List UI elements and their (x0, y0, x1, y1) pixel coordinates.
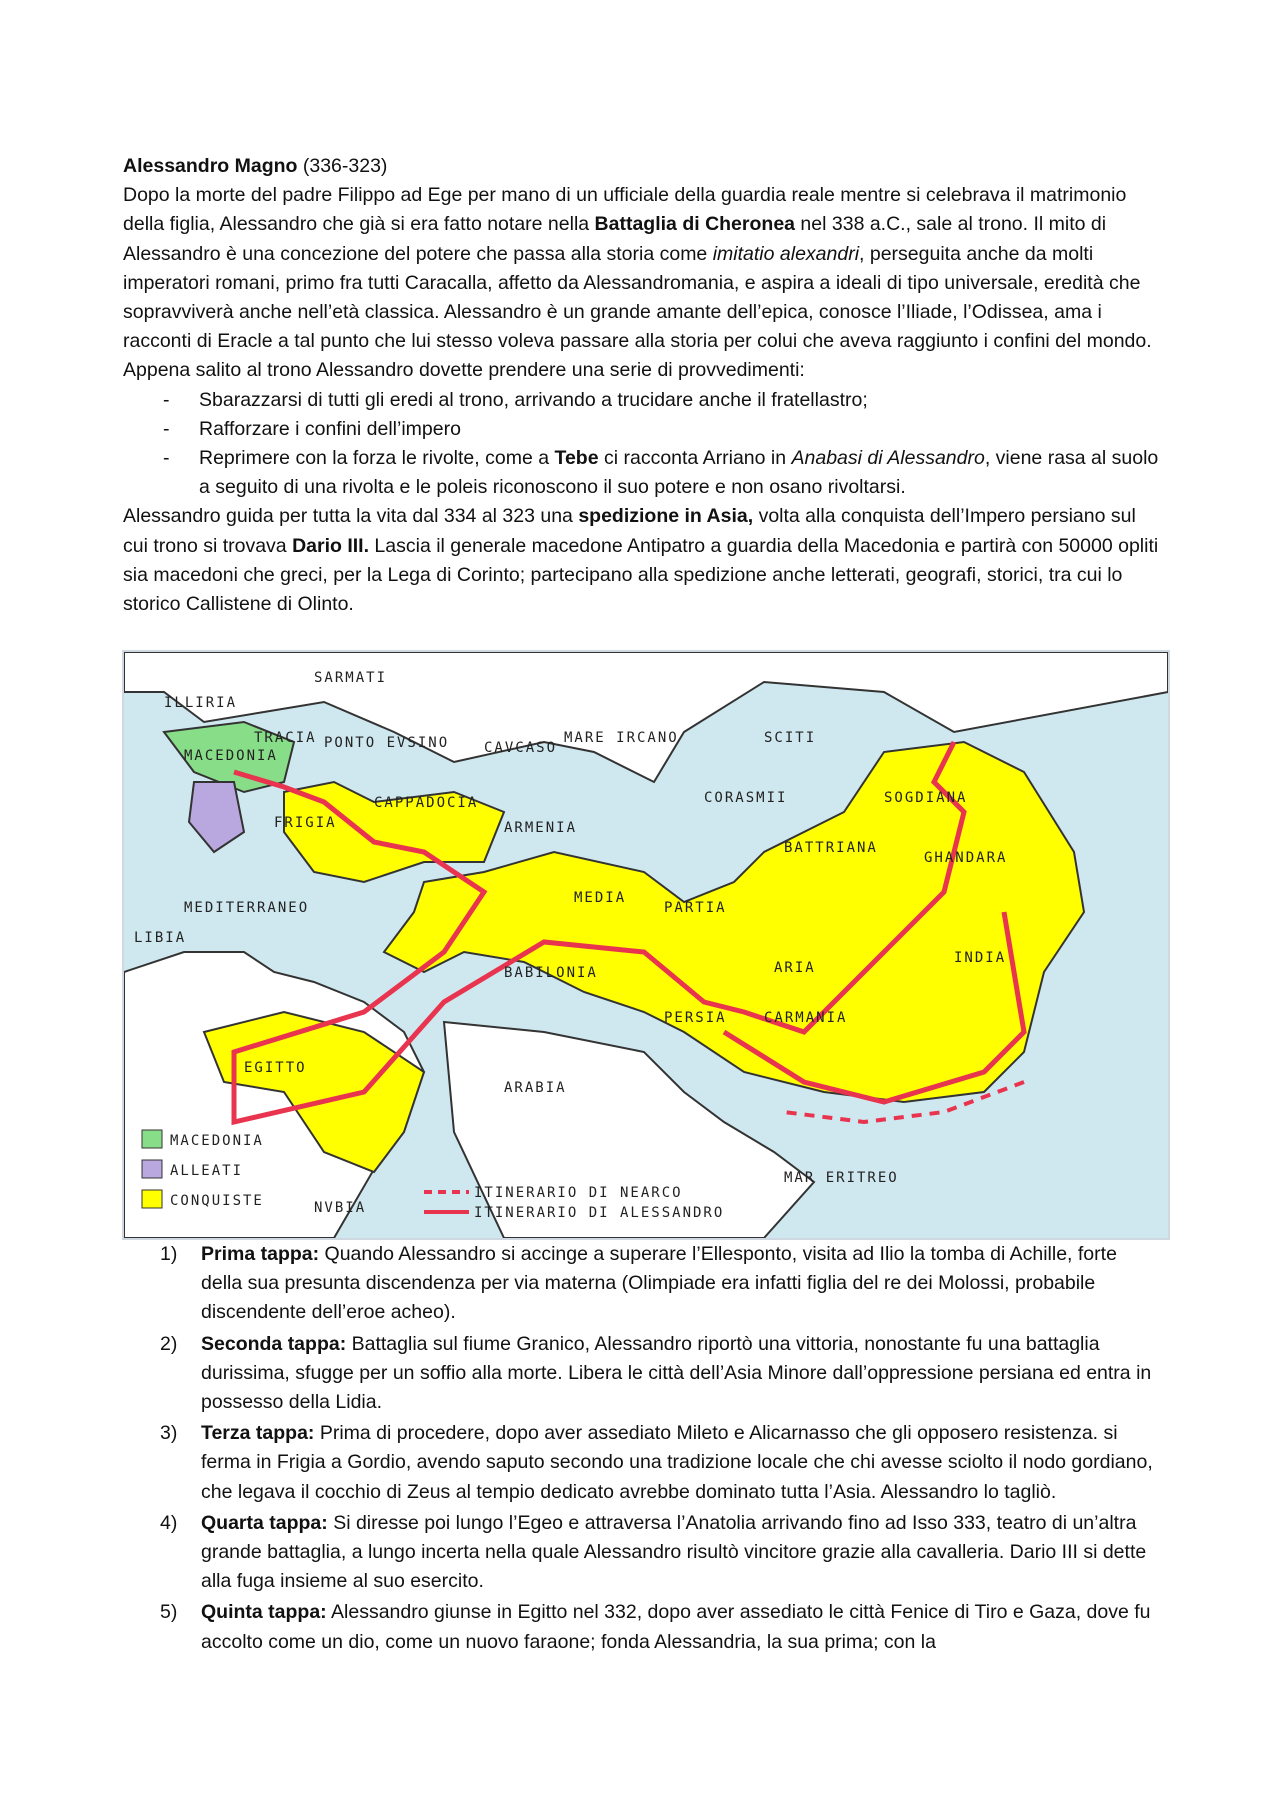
legend-swatch-macedonia (142, 1130, 162, 1148)
label-cappadocia: CAPPADOCIA (374, 795, 479, 811)
step-number: 3) (160, 1422, 178, 1445)
step-text: Quando Alessandro si accinge a superare l’Ellesponto, visita ad Ilio la tomba di Achille, forte della sua presunta discendenza per via materna (Olimpiade era infatti figlia del re dei Molossi, probabile discendente dell’eroe acheo). (201, 1243, 1117, 1324)
expedition-text: volta alla conquista dell’Impero persiano sul cui trono si trovava (123, 505, 1136, 557)
measure-bold-tebe: Tebe (554, 447, 599, 470)
label-mare-ircano: MARE IRCANO (564, 730, 679, 746)
step-number: 4) (160, 1511, 178, 1534)
step-number: 1) (160, 1243, 178, 1265)
label-nubia: NVBIA (314, 1200, 367, 1216)
expedition-paragraph (123, 502, 1163, 619)
step-title: Terza tappa: (201, 1422, 315, 1445)
label-egitto: EGITTO (244, 1060, 307, 1076)
label-sogdiana: SOGDIANA (884, 790, 968, 806)
label-ponto: PONTO EVSINO (324, 735, 450, 751)
label-mar-eritreo: MAR ERITREO (784, 1170, 899, 1186)
measure-text: ci racconta Arriano in (598, 447, 792, 470)
label-corasmii: CORASMII (704, 790, 788, 806)
legend-macedonia: MACEDONIA (170, 1133, 264, 1149)
expedition-text: Alessandro guida per tutta la vita dal 334 al 323 una (123, 505, 579, 528)
measure-italic-anabasi: Anabasi di Alessandro (791, 447, 985, 470)
legend-nearco: ITINERARIO DI NEARCO (474, 1185, 683, 1201)
dash-marker: - (163, 417, 170, 440)
page-title: Alessandro Magno (123, 155, 298, 177)
step-text: Prima di procedere, dopo aver assediato Mileto e Alicarnasso che gli opposero resistenza. si ferma in Frigia a Gordio, avendo saputo secondo una tradizione locale che chi avesse sciolto il nodo gordiano, che legava il cocchio di Zeus al tempio dedicato avrebbe dominato tutta l’Asia. Alessandro lo tagliò. (201, 1422, 1153, 1503)
legend-swatch-conquiste (142, 1190, 162, 1208)
map-drawing (124, 652, 1168, 1238)
legend-conquiste: CONQUISTE (170, 1193, 264, 1209)
list-item (123, 1419, 1163, 1507)
dash-marker: - (163, 447, 170, 470)
label-carmania: CARMANIA (764, 1010, 848, 1026)
label-mediterraneo: MEDITERRANEO (184, 900, 310, 916)
label-india: INDIA (954, 950, 1007, 966)
label-arabia: ARABIA (504, 1080, 567, 1096)
intro-bold-cheronea: Battaglia di Cheronea (594, 213, 796, 236)
campaign-map (122, 650, 1170, 1240)
label-armenia: ARMENIA (504, 820, 578, 836)
intro-text-1: Dopo la morte del padre Filippo ad Ege per mano di un ufficiale della guardia reale mentre si celebrava il matrimonio della figlia, Alessandro che già si era fatto notare nella (123, 184, 1127, 236)
legend-alleati: ALLEATI (170, 1163, 244, 1179)
label-aria: ARIA (774, 960, 816, 976)
measure-text: Rafforzare i confini dell’impero (199, 417, 461, 440)
measure-text: Reprimere con la forza le rivolte, come a (199, 447, 555, 470)
step-title: Seconda tappa: (201, 1332, 347, 1355)
label-partia: PARTIA (664, 900, 727, 916)
label-battriana: BATTRIANA (784, 840, 878, 856)
document-body (123, 152, 1163, 619)
legend-swatch-alleati (142, 1160, 162, 1178)
label-babilonia: BABILONIA (504, 965, 598, 981)
list-item (123, 1330, 1163, 1418)
steps-section (123, 1240, 1163, 1659)
intro-text-2: nel 338 a.C., sale al trono. Il mito di Alessandro è una concezione del potere che passa alla storia come (123, 213, 1107, 265)
expedition-text: Lascia il generale macedone Antipatro a guardia della Macedonia e partirà con 50000 opliti sia macedoni che greci, per la Lega di Corinto; partecipano alla spedizione anche letterati, geografi, storici, tra cui lo storico Callistene di Olinto. (123, 534, 1159, 616)
measure-text: Sbarazzarsi di tutti gli eredi al trono, arrivando a trucidare anche il fratellastro; (199, 388, 868, 411)
label-sarmati: SARMATI (314, 670, 388, 686)
dash-marker: - (163, 388, 170, 411)
measures-list (123, 386, 1163, 503)
list-item (123, 1509, 1163, 1597)
list-item (123, 386, 1163, 415)
intro-paragraph (123, 152, 1163, 386)
list-item (123, 415, 1163, 444)
label-caucaso: CAVCASO (484, 740, 558, 756)
step-text: Alessandro giunse in Egitto nel 332, dopo aver assediato le città Fenice di Tiro e Gaza, dove fu accolto come un dio, come un nuovo faraone; fonda Alessandria, la sua prima; con la (201, 1601, 1151, 1653)
legend-alessandro: ITINERARIO DI ALESSANDRO (474, 1205, 725, 1221)
label-persia: PERSIA (664, 1010, 727, 1026)
step-title: Quinta tappa: (201, 1601, 327, 1624)
label-libia: LIBIA (134, 930, 187, 946)
step-text: Battaglia sul fiume Granico, Alessandro riportò una vittoria, nonostante fu una battaglia durissima, sfugge per un soffio alla morte. Libera le città dell’Asia Minore dall’oppressione persiana ed entra in possesso della Lidia. (201, 1332, 1152, 1414)
label-macedonia: MACEDONIA (184, 748, 278, 764)
label-frigia: FRIGIA (274, 815, 337, 831)
label-media: MEDIA (574, 890, 627, 906)
list-item (123, 1598, 1163, 1656)
label-illiria: ILLIRIA (164, 695, 238, 711)
expedition-bold-asia: spedizione in Asia, (578, 505, 754, 528)
step-title: Quarta tappa: (201, 1511, 328, 1534)
intro-text-3: , perseguita anche da molti imperatori romani, primo fra tutti Caracalla, affetto da Alessandromania, e aspira a ideali di tipo universale, eredità che sopravviverà anche nell’età classica. Alessandro è un grande amante dell’epica, conosce l’Iliade, l’Odissea, ama i racconti di Eracle a tal punto che lui stesso voleva passare alla storia per colui che aveva raggiunto i confini del mondo. Appena salito al trono Alessandro dovette prendere una serie di provvedimenti: (123, 242, 1152, 382)
label-ghandara: GHANDARA (924, 850, 1008, 866)
list-item (123, 1240, 1163, 1328)
step-number: 2) (160, 1332, 178, 1355)
intro-italic-imitatio: imitatio alexandri (712, 242, 860, 265)
expedition-bold-dario: Dario III. (292, 534, 370, 557)
step-title: Prima tappa: (201, 1243, 320, 1265)
label-sciti: SCITI (764, 730, 817, 746)
measure-text: , viene rasa al suolo a seguito di una rivolta e le poleis riconoscono il suo potere e non osano rivoltarsi. (199, 447, 1159, 499)
step-number: 5) (160, 1601, 178, 1624)
steps-list (123, 1240, 1163, 1657)
title-dates: (336-323) (302, 155, 388, 177)
label-tracia: TRACIA (254, 730, 317, 746)
list-item (123, 444, 1163, 502)
step-text: Si diresse poi lungo l’Egeo e attraversa l’Anatolia arrivando fino ad Isso 333, teatro di un’altra grande battaglia, a lungo incerta nella quale Alessandro risultò vincitore grazie alla cavalleria. Dario III si dette alla fuga insieme al suo esercito. (201, 1511, 1147, 1593)
